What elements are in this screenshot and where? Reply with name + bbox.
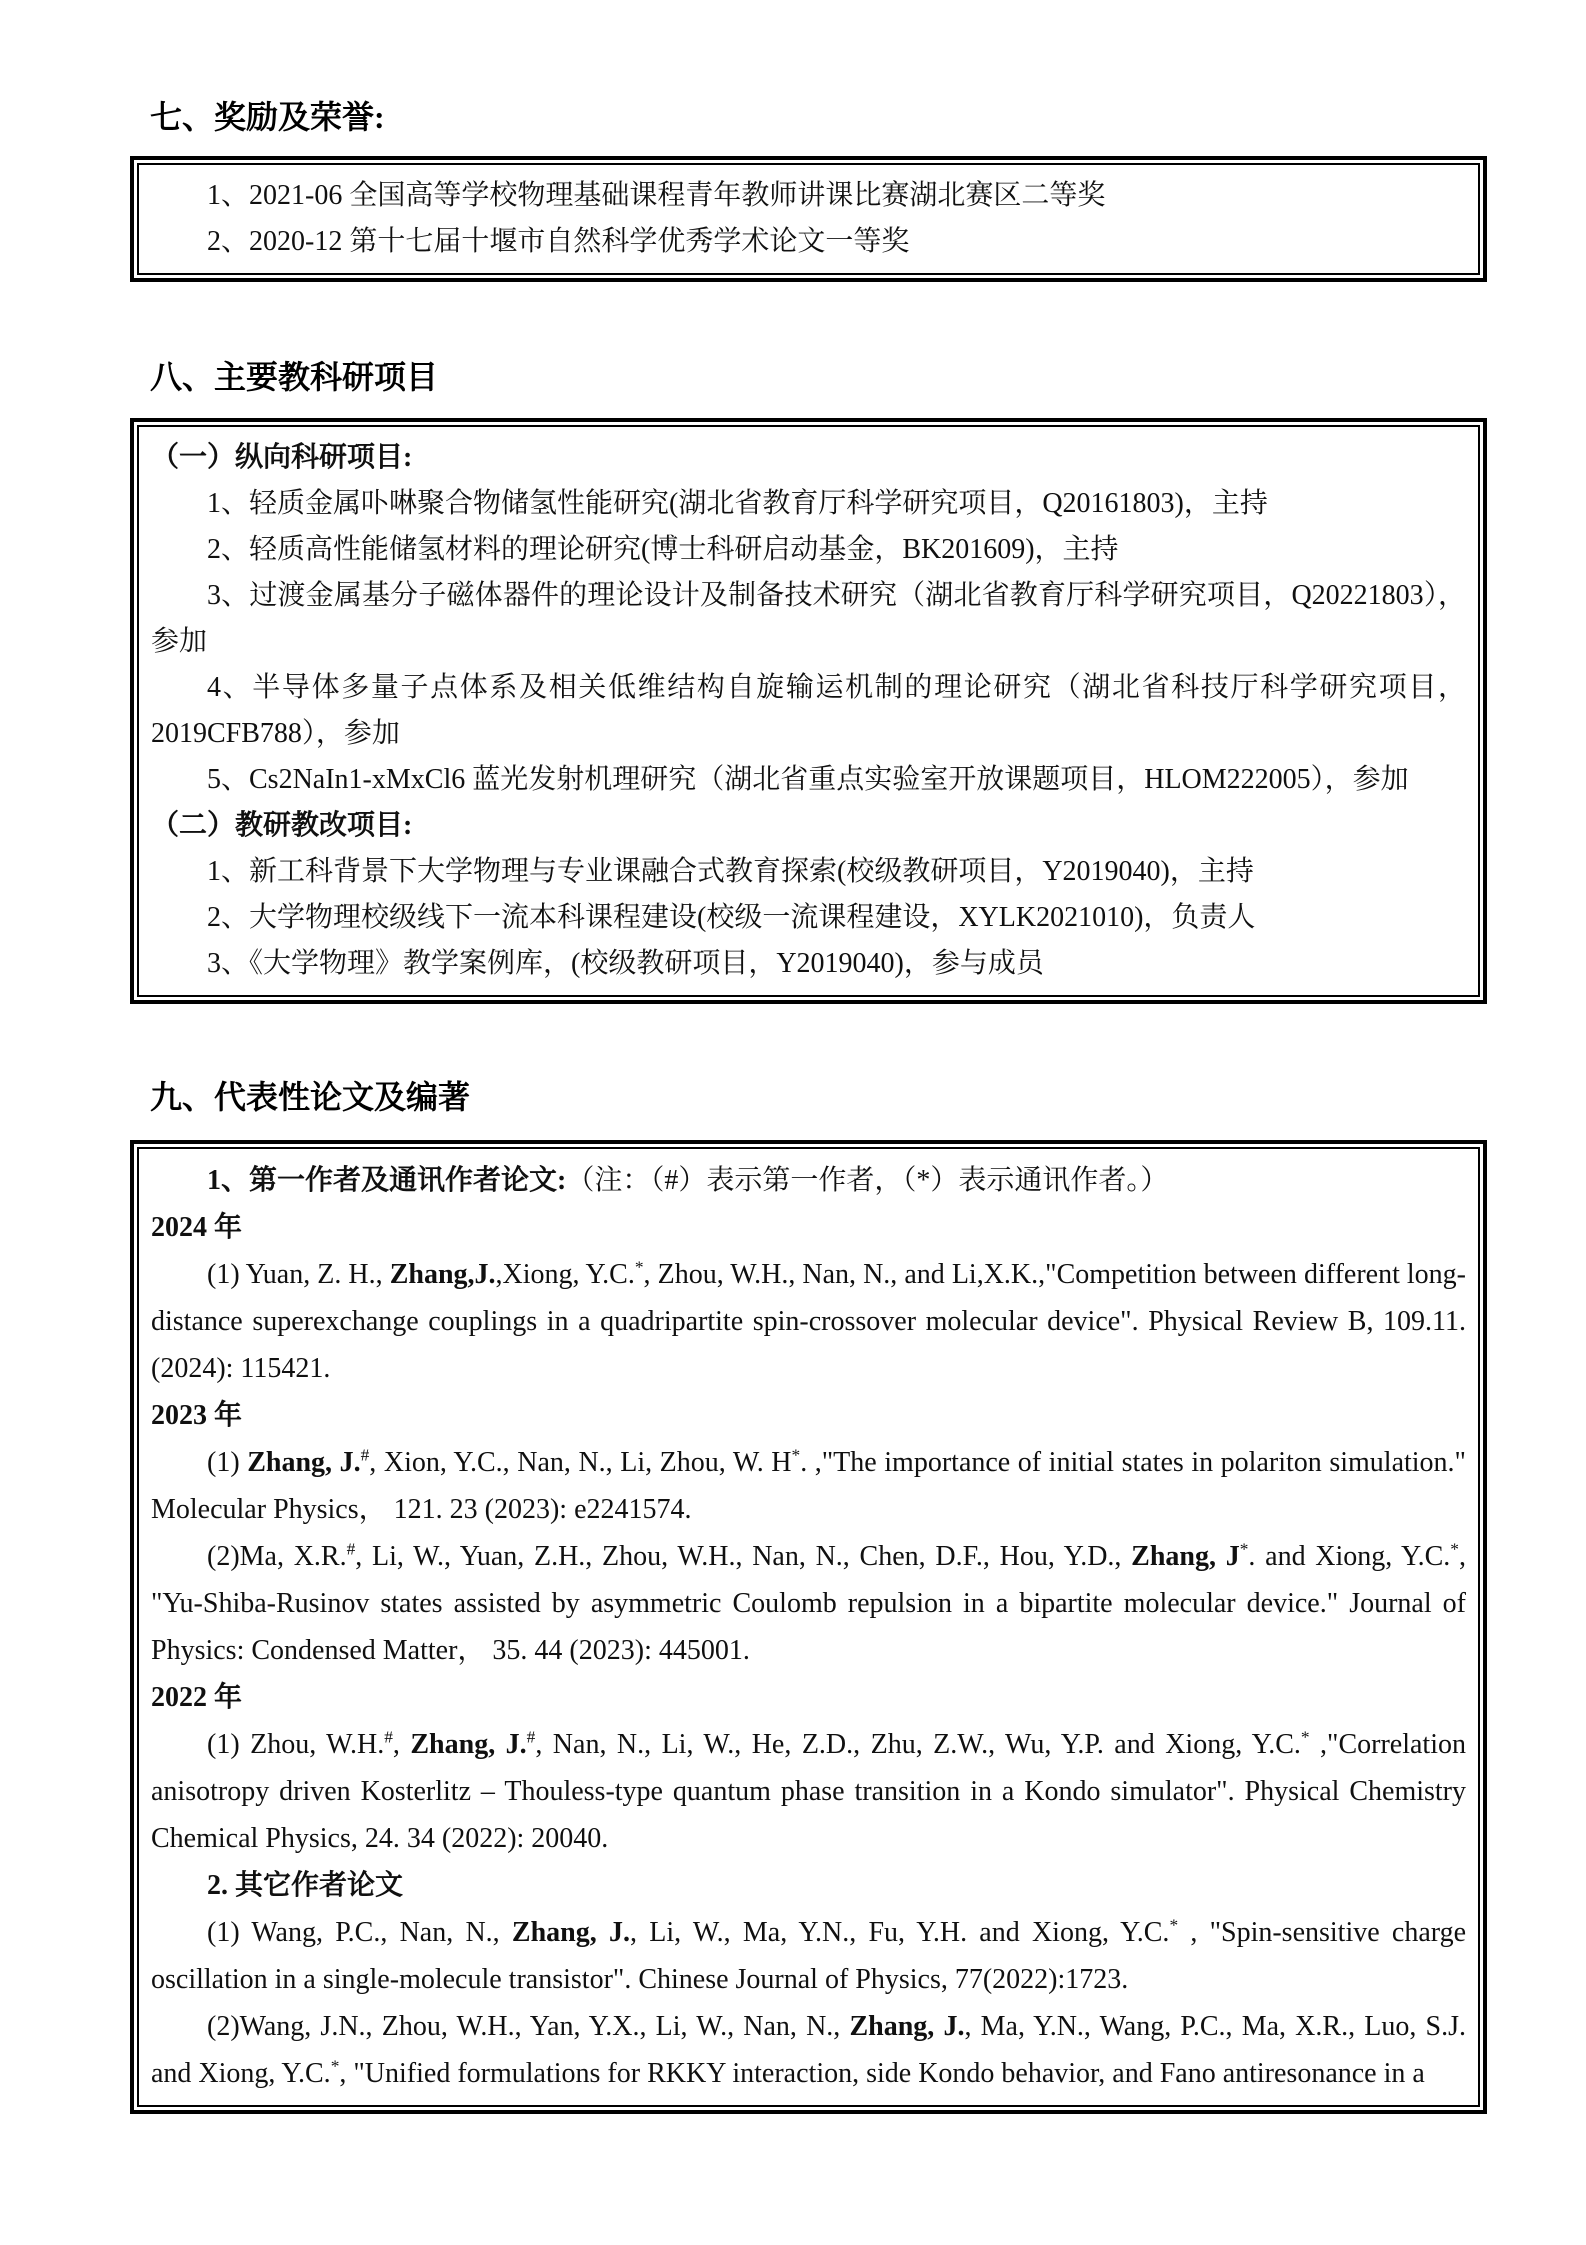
text-run: （二）教研教改项目:: [151, 810, 413, 841]
text-run: , Ma, Y.N., Wang, P.C., Ma, X.R., Luo, S.J. and Xiong, Y.C.: [151, 2011, 1466, 2089]
projects-box: [130, 418, 1487, 1004]
superscript-marker: *: [1300, 1727, 1310, 1747]
text-run: 1、轻质金属卟啉聚合物储氢性能研究(湖北省教育厅科学研究项目，Q20161803)，主持: [207, 488, 1268, 519]
section-heading-awards: 七、奖励及荣誉:: [150, 99, 385, 135]
project-subheading: [151, 435, 1466, 481]
text-run: 2. 其它作者论文: [207, 1870, 404, 1901]
superscript-marker: #: [526, 1727, 536, 1747]
project-item: [151, 849, 1466, 895]
publication-entry: [151, 1439, 1466, 1533]
text-run: 2、2020-12 第十七届十堰市自然科学优秀学术论文一等奖: [207, 226, 910, 257]
text-run: , "Spin-sensitive charge oscillation in a single-molecule transistor". Chinese Journal of Physics, 77(2022):1723.: [151, 1917, 1467, 1995]
text-run: 4、半导体多量子点体系及相关低维结构自旋输运机制的理论研究（湖北省科技厅科学研究项目，2019CFB788），参加: [151, 672, 1466, 749]
publication-entry: [151, 2003, 1466, 2097]
author-highlight: Zhang, J.: [511, 1917, 630, 1948]
award-item: [151, 219, 1466, 265]
text-run: (2)Wang, J.N., Zhou, W.H., Yan, Y.X., Li, W., Nan, N.,: [207, 2011, 850, 2042]
superscript-marker: #: [360, 1445, 370, 1465]
project-item: [151, 527, 1466, 573]
text-run: 2022 年: [151, 1682, 243, 1713]
text-run: 3、《大学物理》教学案例库，(校级教研项目，Y2019040)，参与成员: [207, 948, 1044, 979]
text-run: ,Xiong, Y.C.: [495, 1259, 635, 1290]
text-run: . ,"The importance of initial states in polariton simulation." Molecular Physics， 121. 23 (2023): e2241574.: [151, 1447, 1466, 1525]
project-item: [151, 481, 1466, 527]
author-highlight: Zhang, J.: [410, 1729, 527, 1760]
publication-year: [151, 1674, 1466, 1721]
text-run: 2024 年: [151, 1212, 243, 1243]
projects-box-content: [137, 425, 1480, 997]
superscript-marker: *: [1169, 1915, 1179, 1935]
text-run: 1、2021-06 全国高等学校物理基础课程青年教师讲课比赛湖北赛区二等奖: [207, 180, 1106, 211]
text-run: ,"Correlation anisotropy driven Kosterlitz – Thouless-type quantum phase transition in a Kondo simulator". Physical Chemistry Chemical Physics, 24. 34 (2022): 20040.: [151, 1729, 1466, 1854]
superscript-marker: #: [346, 1539, 356, 1559]
author-highlight: Zhang, J: [1131, 1541, 1240, 1572]
text-run: (1) Zhou, W.H.: [207, 1729, 385, 1760]
text-run: , "Yu-Shiba-Rusinov states assisted by asymmetric Coulomb repulsion in a bipartite molecular device." Journal of Physics: Condensed Matter， 35. 44 (2023): 445001.: [151, 1541, 1466, 1666]
project-subheading: [151, 803, 1466, 849]
awards-box: [130, 156, 1487, 282]
text-run: 2023 年: [151, 1400, 243, 1431]
text-run: 1、新工科背景下大学物理与专业课融合式教育探索(校级教研项目，Y2019040)，主持: [207, 856, 1254, 887]
project-item: [151, 895, 1466, 941]
publication-year: [151, 1204, 1466, 1251]
text-run: (1): [207, 1447, 248, 1478]
text-run: (1) Wang, P.C., Nan, N.,: [207, 1917, 512, 1948]
superscript-marker: *: [1239, 1539, 1249, 1559]
publication-year: [151, 1392, 1466, 1439]
text-run: （一）纵向科研项目:: [151, 442, 413, 473]
author-highlight: Zhang, J.: [849, 2011, 965, 2042]
text-run: , "Unified formulations for RKKY interaction, side Kondo behavior, and Fano antiresonance in a: [339, 2058, 1425, 2089]
publication-entry: [151, 1721, 1466, 1862]
text-run: ,: [392, 1729, 411, 1760]
text-run: , Zhou, W.H., Nan, N., and Li,X.K.,"Competition between different long-distance superexchange couplings in a quadripartite spin-crossover molecular device". Physical Review B, 109.11. (2024): 115421.: [151, 1259, 1467, 1384]
text-run: , Xion, Y.C., Nan, N., Li, Zhou, W. H: [369, 1447, 792, 1478]
superscript-marker: #: [384, 1727, 393, 1747]
section-heading-publications: 九、代表性论文及编著: [150, 1079, 471, 1115]
project-item: [151, 757, 1466, 803]
publication-entry: [151, 1251, 1466, 1392]
text-run: 3、过渡金属基分子磁体器件的理论设计及制备技术研究（湖北省教育厅科学研究项目，Q20221803），参加: [151, 580, 1466, 657]
text-run: 5、Cs2NaIn1-xMxCl6 蓝光发射机理研究（湖北省重点实验室开放课题项目，HLOM222005），参加: [207, 764, 1409, 795]
publication-entry: [151, 1909, 1466, 2003]
text-run: (2)Ma, X.R.: [207, 1541, 347, 1572]
text-run: , Li, W., Ma, Y.N., Fu, Y.H. and Xiong, Y.C.: [629, 1917, 1170, 1948]
award-item: [151, 173, 1466, 219]
superscript-marker: *: [1450, 1539, 1459, 1559]
publication-subheading: [151, 1157, 1466, 1204]
project-item: [151, 941, 1466, 987]
publications-box: [130, 1140, 1487, 2114]
publication-subheading: [151, 1862, 1466, 1909]
publications-box-content: [137, 1147, 1480, 2107]
text-run: （注：（#）表示第一作者，（*）表示通讯作者。）: [566, 1165, 1169, 1196]
text-run: . and Xiong, Y.C.: [1248, 1541, 1451, 1572]
text-run: 2、大学物理校级线下一流本科课程建设(校级一流课程建设，XYLK2021010)，负责人: [207, 902, 1256, 933]
section-heading-projects: 八、主要教科研项目: [150, 359, 439, 395]
project-item: [151, 573, 1466, 665]
project-item: [151, 665, 1466, 757]
superscript-marker: *: [791, 1445, 801, 1465]
text-run: , Nan, N., Li, W., He, Z.D., Zhu, Z.W., Wu, Y.P. and Xiong, Y.C.: [535, 1729, 1301, 1760]
author-highlight: Zhang,J.: [389, 1259, 496, 1290]
text-run: (1) Yuan, Z. H.,: [207, 1259, 390, 1290]
author-highlight: 1、第一作者及通讯作者论文:: [207, 1165, 567, 1196]
publication-entry: [151, 1533, 1466, 1674]
text-run: , Li, W., Yuan, Z.H., Zhou, W.H., Nan, N., Chen, D.F., Hou, Y.D.,: [355, 1541, 1132, 1572]
superscript-marker: *: [634, 1257, 644, 1277]
text-run: 2、轻质高性能储氢材料的理论研究(博士科研启动基金，BK201609)，主持: [207, 534, 1119, 565]
author-highlight: Zhang, J.: [247, 1447, 361, 1478]
superscript-marker: *: [330, 2056, 340, 2076]
awards-box-content: [137, 163, 1480, 275]
